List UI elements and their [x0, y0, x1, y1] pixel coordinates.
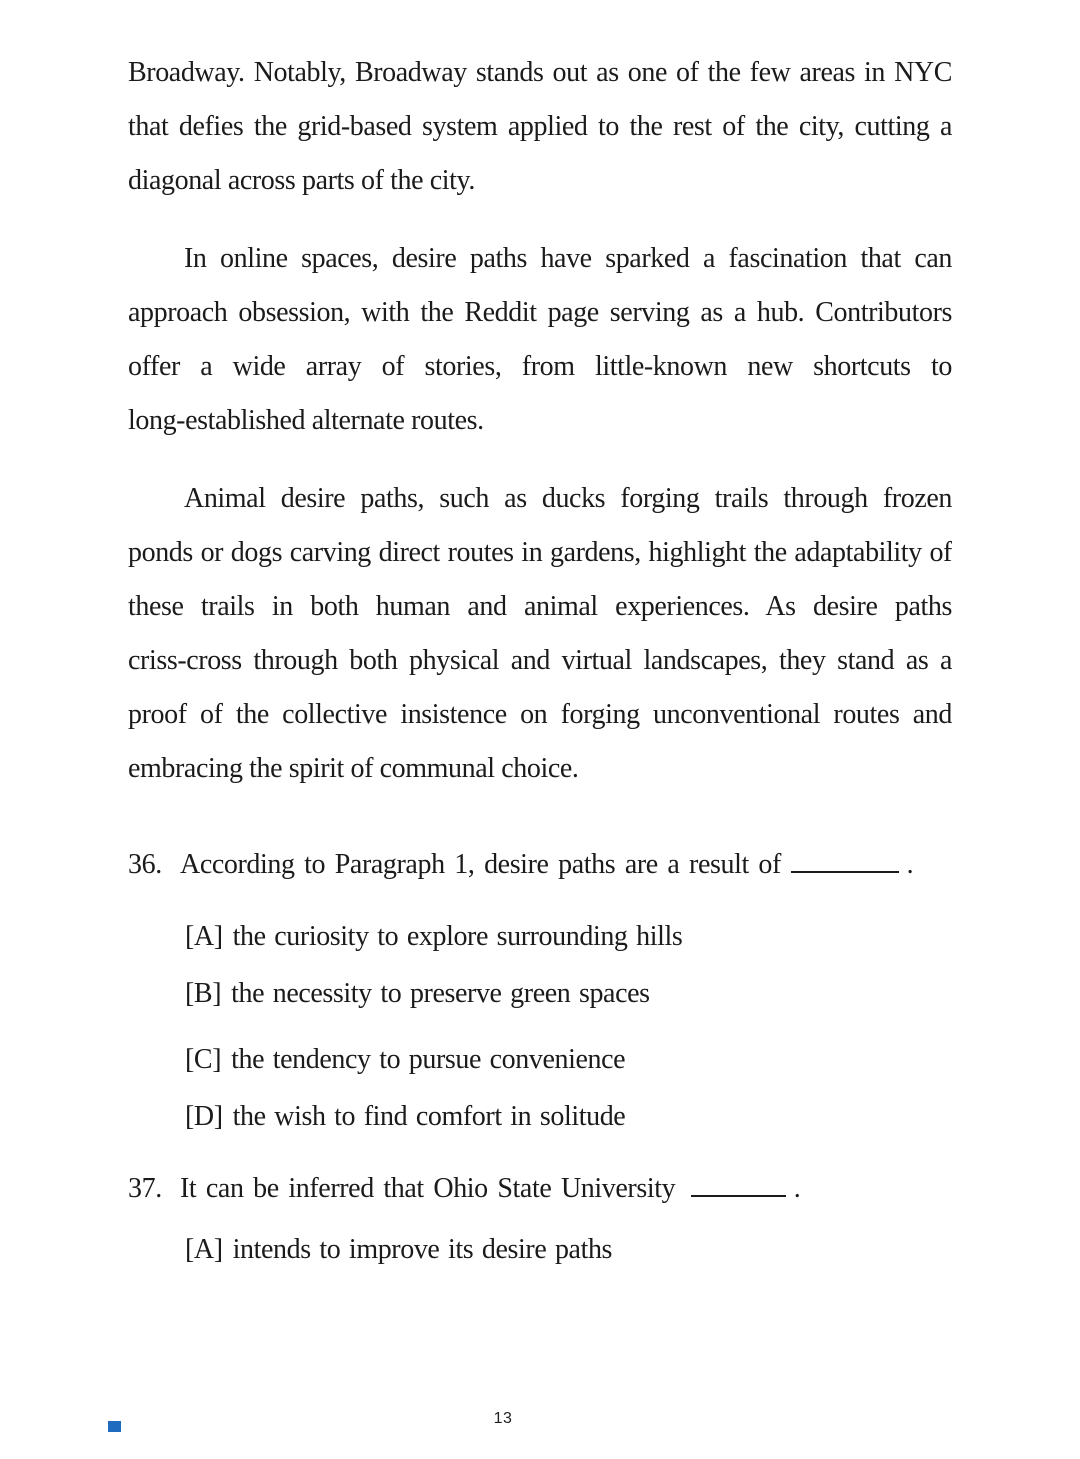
- question-36-option-c: [128, 1033, 952, 1087]
- question-36-option-d: [128, 1090, 952, 1144]
- option-text: the tendency to pursue convenience: [231, 1044, 626, 1075]
- text-line: long-established alternate routes.: [128, 405, 484, 436]
- question-period: .: [906, 849, 914, 880]
- question-36: [128, 838, 952, 892]
- question-stem: According to Paragraph 1, desire paths are a result of: [180, 849, 781, 880]
- text-line: diagonal across parts of the city.: [128, 165, 475, 196]
- option-label: [D]: [185, 1101, 223, 1132]
- question-number: 36.: [128, 849, 162, 880]
- option-label: [B]: [185, 978, 222, 1009]
- answer-blank: [691, 1187, 786, 1197]
- text-line: In online spaces, desire paths have sparked a fascination that can: [184, 243, 952, 274]
- question-number: 37.: [128, 1173, 162, 1204]
- text-line: Broadway. Notably, Broadway stands out as one of the few areas in NYC: [128, 57, 952, 88]
- option-text: the wish to find comfort in solitude: [232, 1101, 626, 1132]
- question-37: [128, 1162, 952, 1216]
- paragraph-3: [128, 472, 952, 796]
- text-line: embracing the spirit of communal choice.: [128, 753, 579, 784]
- question-36-option-a: [128, 910, 952, 964]
- paragraph-1: [128, 46, 952, 208]
- page-content: [128, 46, 952, 1277]
- option-label: [A]: [185, 921, 223, 952]
- text-line: offer a wide array of stories, from little-known new shortcuts to: [128, 351, 952, 382]
- text-line: approach obsession, with the Reddit page serving as a hub. Contributors: [128, 297, 952, 328]
- option-text: the curiosity to explore surrounding hills: [232, 921, 683, 952]
- option-label: [C]: [185, 1044, 222, 1075]
- text-line: that defies the grid-based system applied to the rest of the city, cutting a: [128, 111, 952, 142]
- text-line: proof of the collective insistence on forging unconventional routes and: [128, 699, 952, 730]
- question-period: .: [793, 1173, 801, 1204]
- paragraph-2: [128, 232, 952, 448]
- text-line: Animal desire paths, such as ducks forging trails through frozen: [184, 483, 952, 514]
- page-number: 13: [493, 1410, 513, 1427]
- answer-blank: [791, 863, 899, 873]
- option-label: [A]: [185, 1234, 223, 1265]
- text-line: criss-cross through both physical and virtual landscapes, they stand as a: [128, 645, 952, 676]
- option-text: the necessity to preserve green spaces: [231, 978, 650, 1009]
- question-37-option-a: [128, 1223, 952, 1277]
- question-36-option-b: [128, 967, 952, 1021]
- question-stem: It can be inferred that Ohio State University: [180, 1173, 676, 1204]
- text-line: ponds or dogs carving direct routes in gardens, highlight the adaptability of: [128, 537, 952, 568]
- option-text: intends to improve its desire paths: [232, 1234, 613, 1265]
- text-line: these trails in both human and animal experiences. As desire paths: [128, 591, 952, 622]
